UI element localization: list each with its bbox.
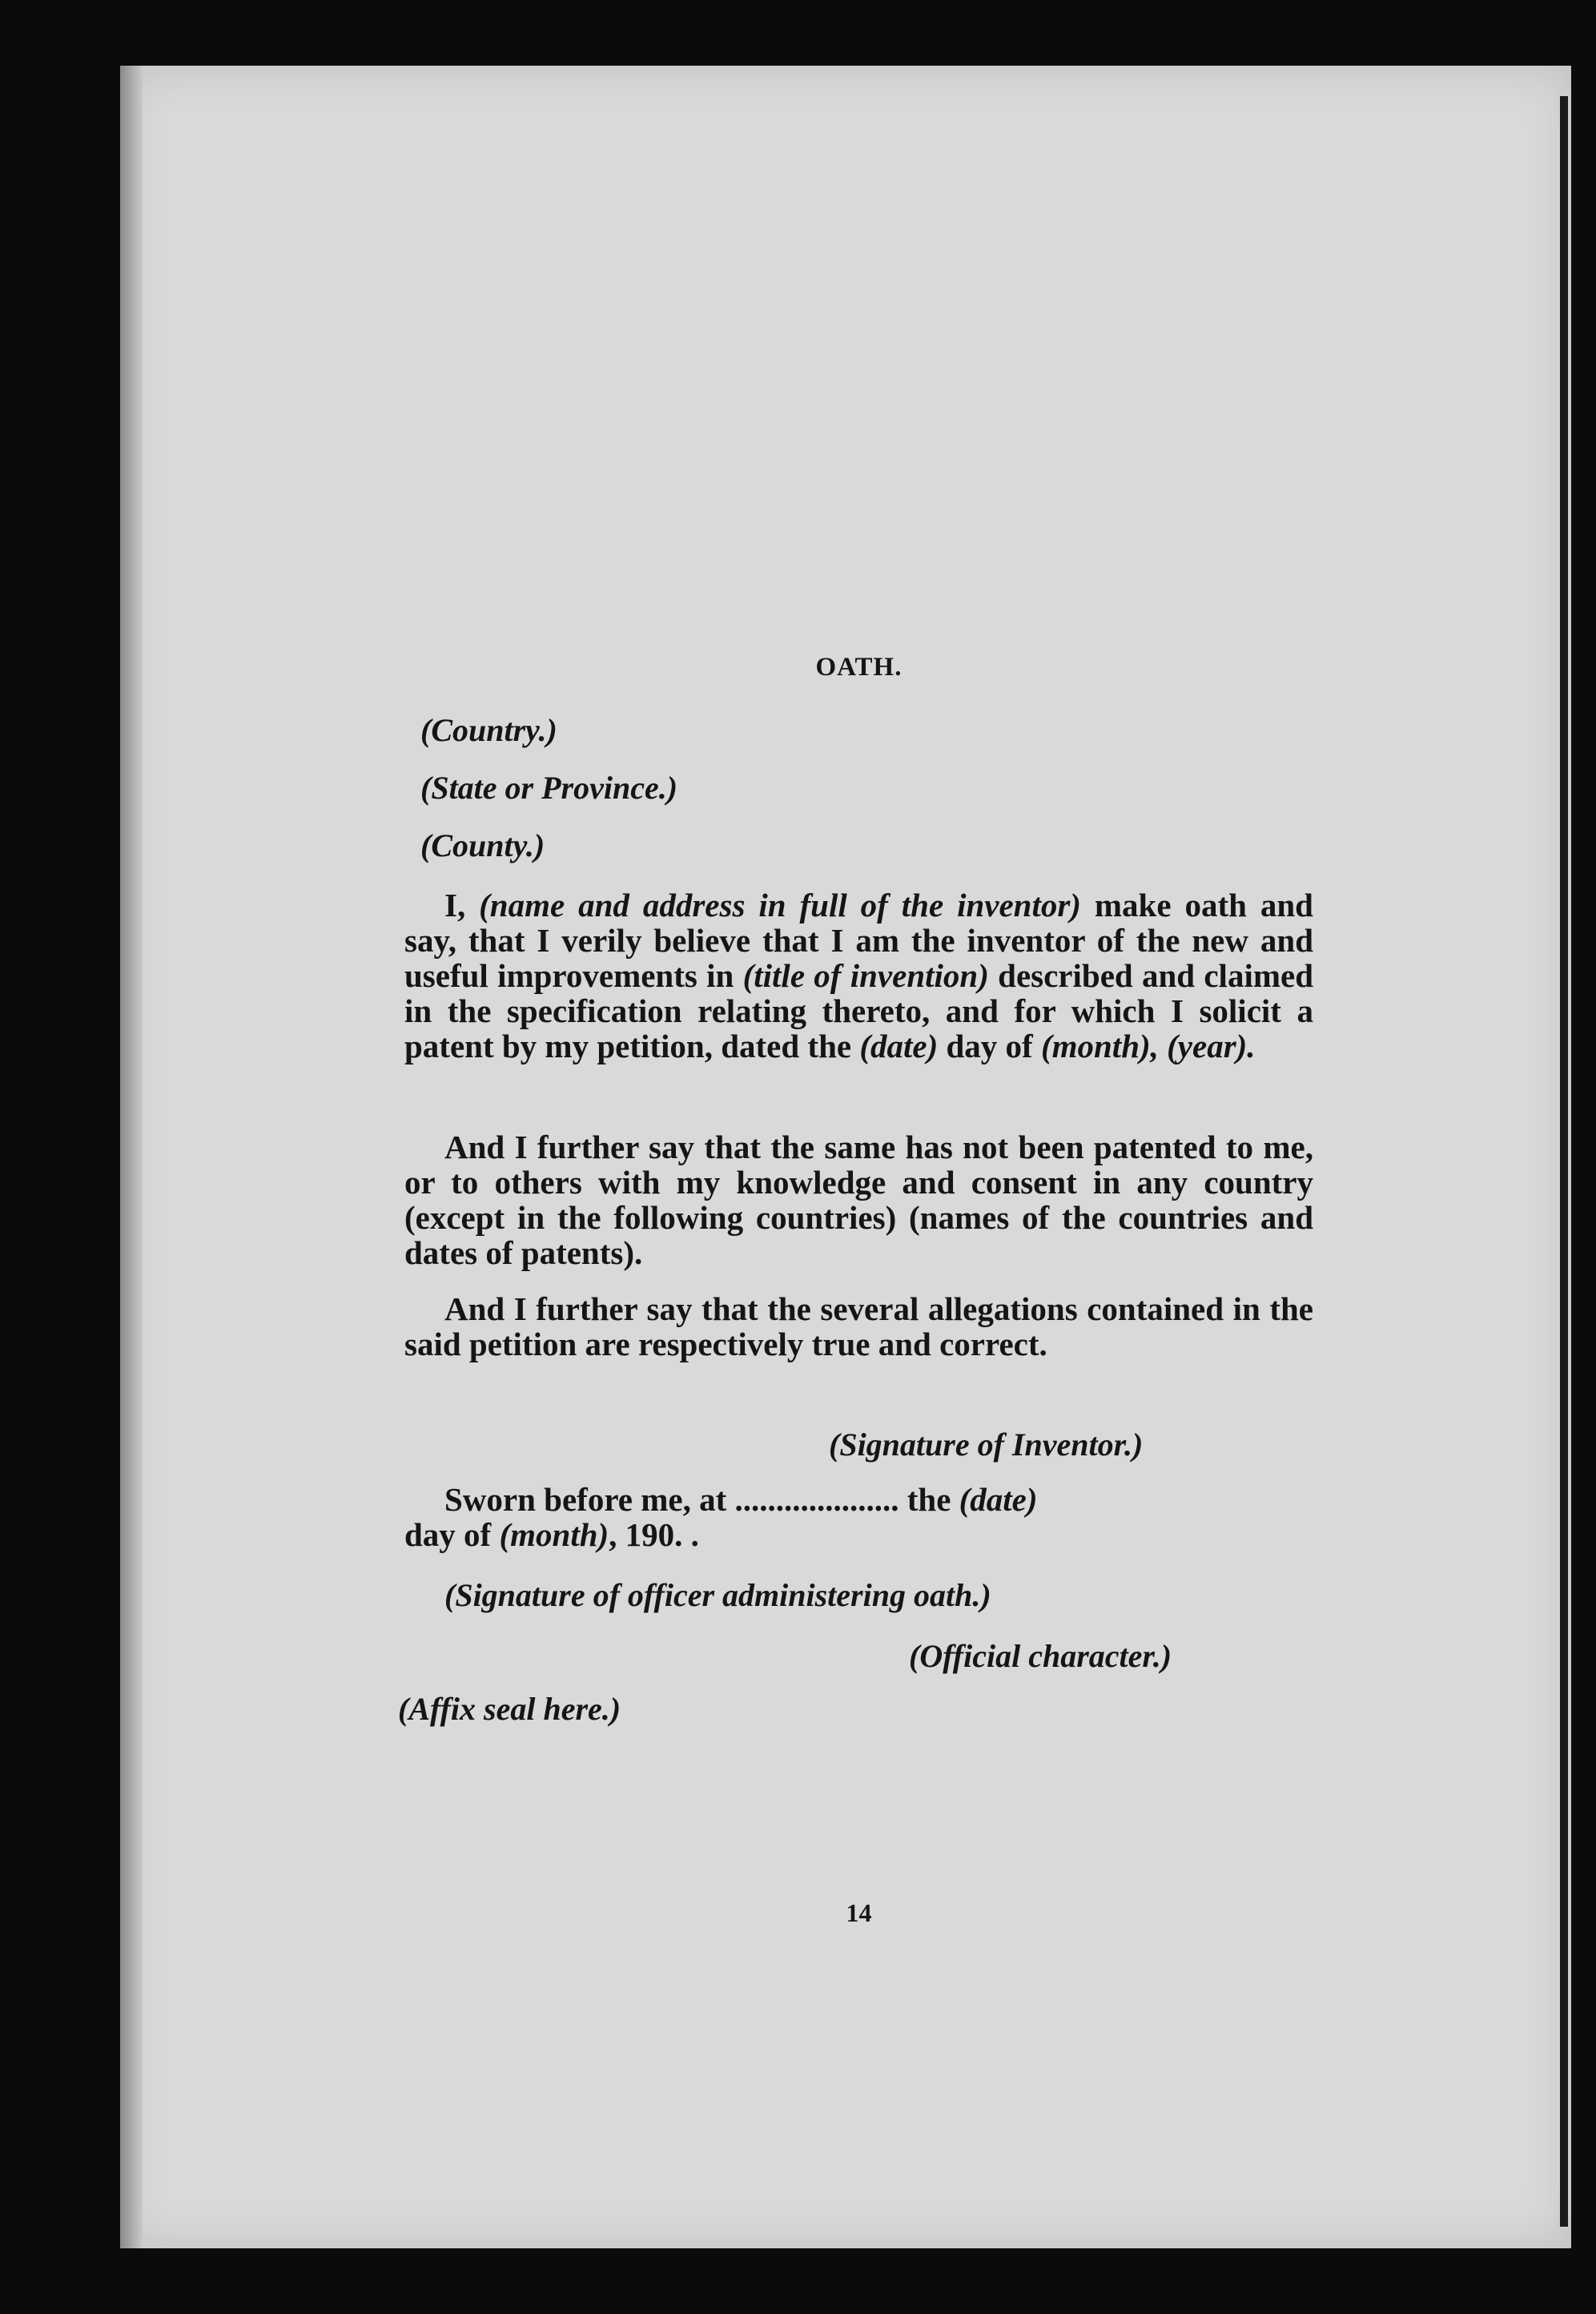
inventor-signature-line: (Signature of Inventor.) [829, 1427, 1144, 1463]
official-character-line: (Official character.) [909, 1638, 1172, 1674]
oath-paragraph-2: And I further say that the same has not been patented to me, or to others with my knowledge and consent in any country (except in the following countries) (names of the countries and dates of patents). [404, 1129, 1313, 1271]
oath-paragraph-3: And I further say that the several allegations contained in the said petition are respectively true and correct. [404, 1290, 1313, 1362]
sworn-line-1 [404, 1482, 1313, 1517]
affix-seal-note: (Affix seal here.) [398, 1691, 621, 1727]
sworn-date-field: (date) [959, 1481, 1038, 1518]
petition-month-year-field: (month), (year). [1040, 1028, 1256, 1064]
petition-date-field: (date) [859, 1028, 939, 1064]
para1-text2: described and claimed in the specification relating thereto, and for which I solicit a patent by my petition, dated the [404, 957, 1313, 1064]
sworn-statement [404, 1482, 1313, 1552]
sworn-line-2 [404, 1516, 699, 1553]
oath-paragraph-1 [404, 887, 1313, 1064]
venue-county: (County.) [420, 827, 545, 863]
venue-state: (State or Province.) [420, 770, 678, 806]
document-heading: OATH. [815, 653, 903, 682]
page-number: 14 [846, 1898, 872, 1927]
para1-lead: I, [444, 887, 480, 924]
sworn-text1: Sworn before me, at [444, 1481, 735, 1518]
venue-country: (Country.) [420, 712, 557, 748]
para1-text3: day of [938, 1028, 1041, 1064]
sworn-text2: the [899, 1481, 959, 1518]
inventor-field: (name and address in full of the inventor) [479, 887, 1081, 924]
sworn-year-field: , 190. . [609, 1516, 699, 1553]
para1-text1: make oath and say, that I verily believe that I am the inventor of the new and useful improvements in [404, 887, 1313, 994]
sworn-month-field: (month) [499, 1516, 609, 1553]
invention-title-field: (title of invention) [742, 957, 989, 994]
page-right-edge [1560, 96, 1568, 2227]
sworn-location-blank: .................... [734, 1481, 899, 1518]
page-binding-edge [120, 66, 143, 2248]
officer-signature-line: (Signature of officer administering oath.) [444, 1577, 991, 1613]
sworn-text3: day of [404, 1516, 500, 1553]
